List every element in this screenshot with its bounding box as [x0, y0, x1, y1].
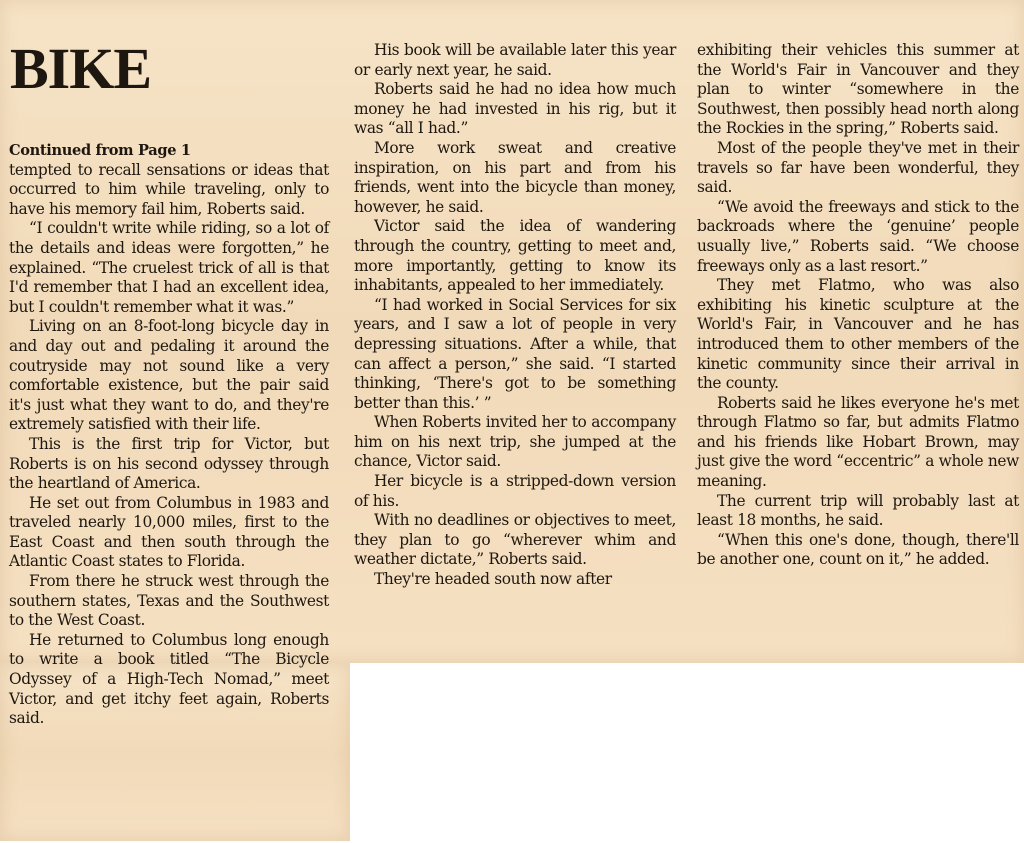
- paragraph: Roberts said he had no idea how much money he had invested in his rig, but it was “all I had.”: [354, 80, 676, 138]
- continued-dateline: Continued from Page 1: [9, 142, 191, 159]
- paragraph: The current trip will probably last at least 18 months, he said.: [697, 491, 1019, 530]
- paragraph: Her bicycle is a stripped-down version of his.: [354, 472, 676, 510]
- paragraph: “We avoid the freeways and stick to the backroads where the ‘genuine’ people usually live,” Roberts said. “We choose freeways only as a last resort.”: [697, 197, 1019, 275]
- paragraph: He returned to Columbus long enough to write a book titled “The Bicycle Odyssey of a High-Tech Nomad,” meet Victor, and get itchy feet again, Roberts said.: [9, 630, 329, 728]
- paragraph: His book will be available later this year or early next year, he said.: [354, 41, 676, 79]
- paragraph: When Roberts invited her to accompany him on his next trip, she jumped at the chance, Victor said.: [354, 413, 676, 471]
- paragraph: They're headed south now after: [374, 570, 612, 589]
- paragraph: From there he struck west through the southern states, Texas and the Southwest to the West Coast.: [9, 572, 329, 630]
- paragraph: With no deadlines or objectives to meet, they plan to go “wherever whim and weather dictate,” Roberts said.: [354, 511, 676, 569]
- paragraph: He set out from Columbus in 1983 and traveled nearly 10,000 miles, first to the East Coast and then south through the Atlantic Coast states to Florida.: [9, 493, 329, 571]
- article-column-1: [9, 141, 329, 729]
- paragraph: “When this one's done, though, there'll be another one, count on it,” he added.: [697, 530, 1019, 569]
- paragraph: Victor said the idea of wandering through the country, getting to meet and, more importantly, getting to know its inhabitants, appealed to her immediately.: [354, 217, 676, 295]
- paragraph: Most of the people they've met in their travels so far have been wonderful, they said.: [697, 138, 1019, 197]
- paragraph: This is the first trip for Victor, but Roberts is on his second odyssey through the heartland of America.: [9, 434, 329, 493]
- article-column-2: [354, 41, 676, 590]
- paragraph: More work sweat and creative inspiration, on his part and from his friends, went into the bicycle than money, however, he said.: [354, 138, 676, 216]
- paragraph: “I had worked in Social Services for six years, and I saw a lot of people in very depressing situations. After a while, that can affect a person,” she said. “I started thinking, ‘There's got to be something better than this.’ ”: [354, 295, 676, 412]
- paragraph: Roberts said he likes everyone he's met through Flatmo so far, but admits Flatmo and his friends like Hobart Brown, may just give the word “eccentric” a whole new meaning.: [697, 393, 1019, 491]
- paragraph: Living on an 8-foot-long bicycle day in and day out and pedaling it around the coutryside may not sound like a very comfortable existence, but the pair said it's just what they want to do, and they're extremely satisfied with their life.: [9, 317, 329, 434]
- paragraph: “I couldn't write while riding, so a lot of the details and ideas were forgotten,” he explained. “The cruelest trick of all is that I'd remember that I had an excellent idea, but I couldn't remember what it was.”: [9, 219, 329, 316]
- paragraph: exhibiting their vehicles this summer at the World's Fair in Vancouver and they plan to winter “somewhere in the Southwest, then possibly head north along the Rockies in the spring,” Roberts said.: [697, 41, 1019, 138]
- article-headline: BIKE: [10, 36, 152, 101]
- paragraph: tempted to recall sensations or ideas that occurred to him while traveling, only to have his memory fail him, Roberts said.: [9, 160, 329, 218]
- paragraph: They met Flatmo, who was also exhibiting his kinetic sculpture at the World's Fair, in Vancouver and he has introduced them to other members of the kinetic community since their arrival in the county.: [697, 276, 1019, 393]
- article-column-3: [697, 41, 1019, 570]
